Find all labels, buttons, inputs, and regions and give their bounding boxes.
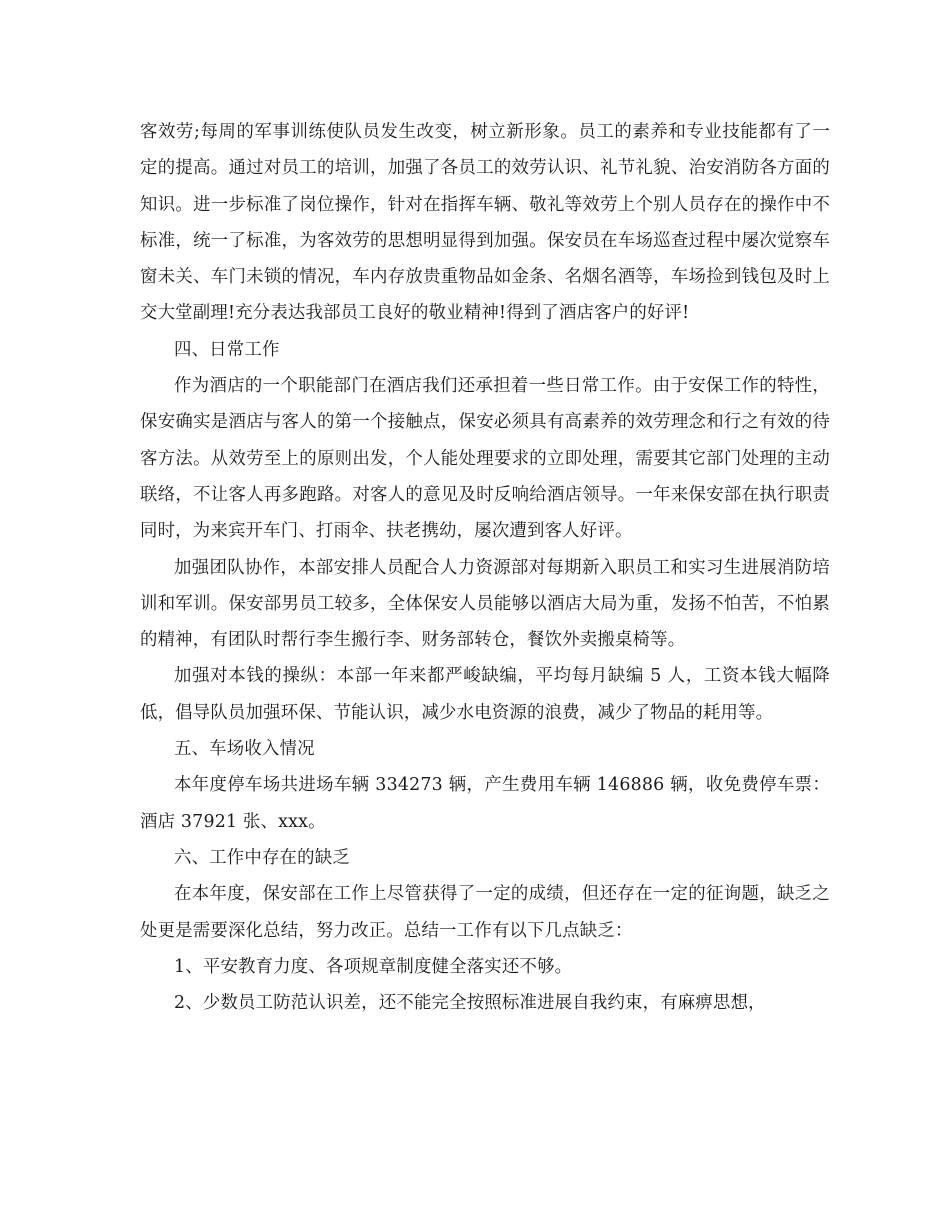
section-heading-daily-work: 四、日常工作 [174, 339, 280, 360]
section-heading-parking-income: 五、车场收入情况 [174, 739, 315, 760]
list-item: 2、少数员工防范认识差，还不能完全按照标准进展自我约束，有麻痹思想， [174, 993, 766, 1014]
body-paragraph: 作为酒店的一个职能部门在酒店我们还承担着一些日常工作。由于安保工作的特性，保安确实是酒店与客人的第一个接触点，保安必须具有高素养的效劳理念和行之有效的待客方法。从效劳至上的原则出发，个人能处理要求的立即处理，需要其它部门处理的主动联络，不让客人再多跑路。对客人的意见及时反响给酒店领导。一年来保安部在执行职责同时，为来宾开车门、打雨伞、扶老携幼，屡次遭到客人好评。 [140, 376, 830, 542]
document-page [140, 114, 830, 1021]
body-paragraph: 加强对本钱的操纵：本部一年来都严峻缺编，平均每月缺编 5 人，工资本钱大幅降低，倡导队员加强环保、节能认识，减少水电资源的浪费，减少了物品的耗用等。 [140, 666, 830, 723]
list-item: 1、平安教育力度、各项规章制度健全落实还不够。 [174, 956, 573, 977]
section-heading-shortcomings: 六、工作中存在的缺乏 [174, 847, 350, 868]
body-paragraph: 在本年度，保安部在工作上尽管获得了一定的成绩，但还存在一定的征询题，缺乏之处更是需要深化总结，努力改正。总结一工作有以下几点缺乏： [140, 884, 830, 941]
body-paragraph: 本年度停车场共进场车辆 334273 辆，产生费用车辆 146886 辆，收免费停车票：酒店 37921 张、xxx。 [140, 775, 830, 832]
body-paragraph: 加强团队协作，本部安排人员配合人力资源部对每期新入职员工和实习生进展消防培训和军训。保安部男员工较多，全体保安人员能够以酒店大局为重，发扬不怕苦，不怕累的精神，有团队时帮行李生搬行李、财务部转仓，餐饮外卖搬桌椅等。 [140, 557, 830, 651]
body-paragraph: 客效劳;每周的军事训练使队员发生改变，树立新形象。员工的素养和专业技能都有了一定的提高。通过对员工的培训，加强了各员工的效劳认识、礼节礼貌、治安消防各方面的知识。进一步标准了岗位操作，针对在指挥车辆、敬礼等效劳上个别人员存在的操作中不标准，统一了标准，为客效劳的思想明显得到加强。保安员在车场巡查过程中屡次觉察车窗未关、车门未锁的情况，车内存放贵重物品如金条、名烟名酒等，车场捡到钱包及时上交大堂副理!充分表达我部员工良好的敬业精神!得到了酒店客户的好评! [140, 122, 830, 324]
